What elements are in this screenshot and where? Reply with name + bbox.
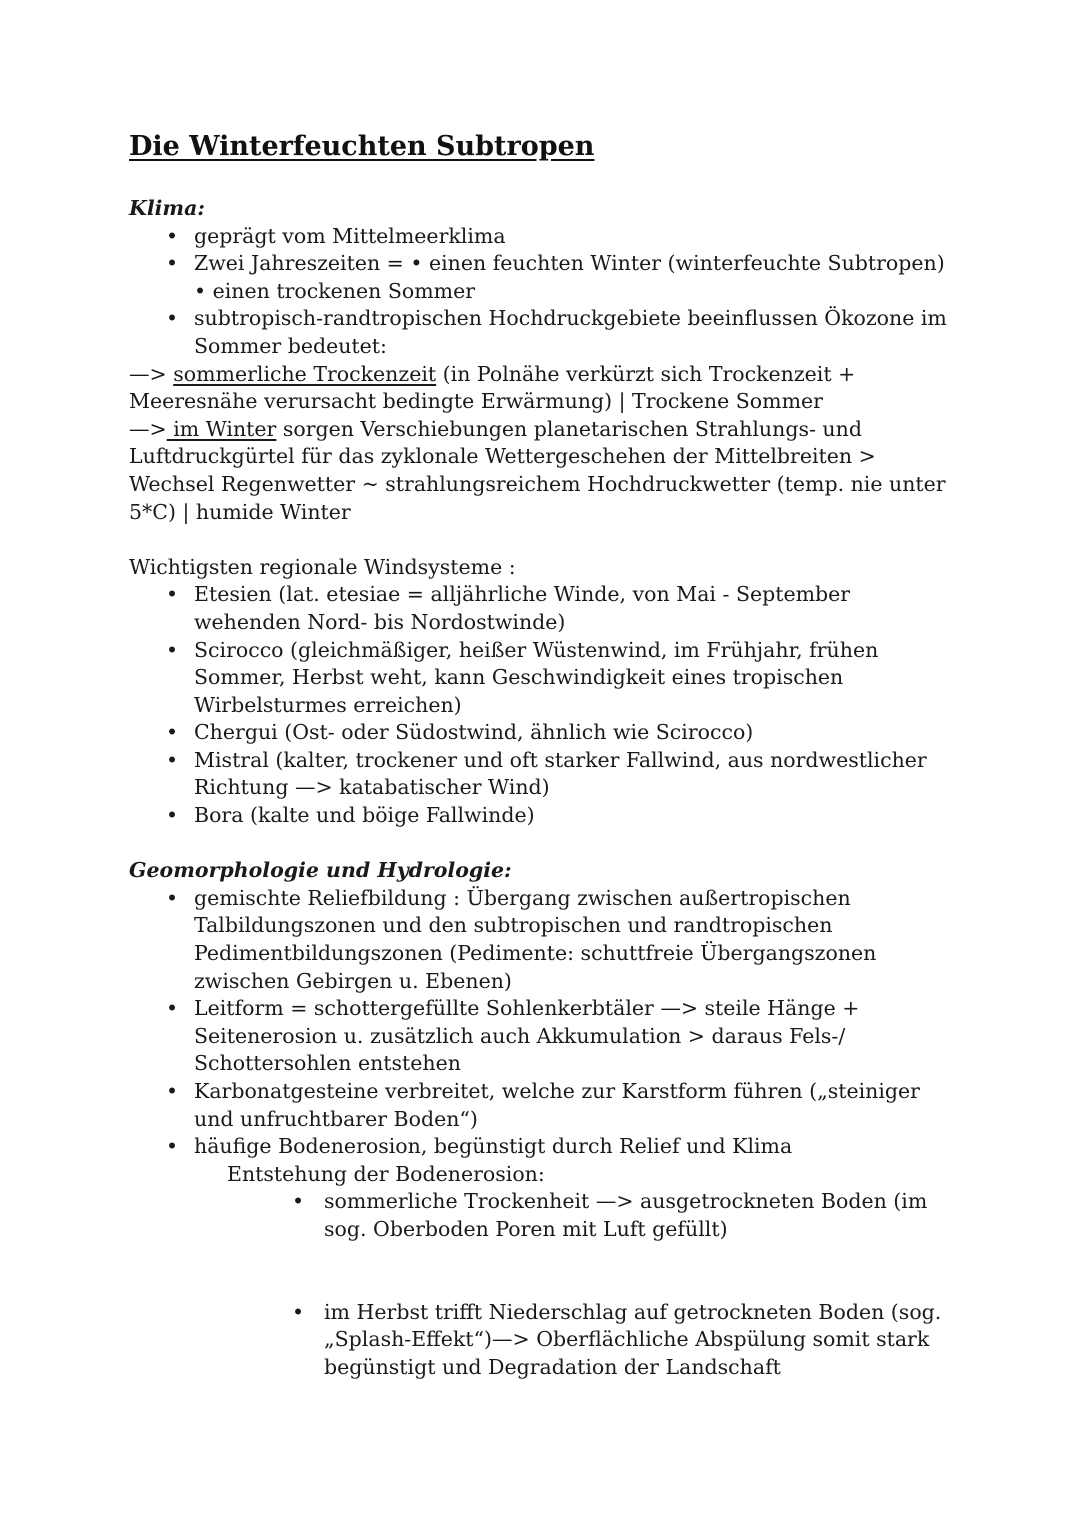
spacer xyxy=(129,1244,959,1299)
geo-heading: Geomorphologie und Hydrologie: xyxy=(129,858,512,883)
list-item: • Mistral (kalter, trockener und oft starker Fallwind, aus nordwestlicher Richtung —> katabatischer Wind) xyxy=(129,747,959,802)
erosion-list xyxy=(129,1188,959,1243)
sommer-term: sommerliche Trockenzeit xyxy=(173,361,437,386)
geo-list xyxy=(129,885,959,1161)
list-item: • geprägt vom Mittelmeerklima xyxy=(129,223,959,251)
list-item: • Bora (kalte und böige Fallwinde) xyxy=(129,802,959,830)
list-item: • subtropisch-randtropischen Hochdruckgebiete beeinflussen Ökozone im Sommer bedeutet: xyxy=(129,305,959,360)
arrow-sommer: —> xyxy=(129,361,167,386)
page-title: Die Winterfeuchten Subtropen xyxy=(129,131,595,162)
erosion-list-continued xyxy=(129,1299,959,1382)
list-item: • Zwei Jahreszeiten = • einen feuchten Winter (winterfeuchte Subtropen) • einen trockenen Sommer xyxy=(129,250,959,305)
erosion-intro: Entstehung der Bodenerosion: xyxy=(227,1161,545,1186)
list-item: • Etesien (lat. etesiae = alljährliche Winde, von Mai - September wehenden Nord- bis Nordostwinde) xyxy=(129,581,959,636)
sommer-paragraph xyxy=(129,361,959,416)
list-item: • Chergui (Ost- oder Südostwind, ähnlich wie Scirocco) xyxy=(129,719,959,747)
winter-text: sorgen Verschiebungen planetarischen Strahlungs- und Luftdruckgürtel für das zyklonale Wettergeschehen der Mittelbreiten > Wechsel Regenwetter ~ strahlungsreichem Hochdruckwetter (temp. nie unter 5*C) | humide Winter xyxy=(129,416,946,524)
winde-list xyxy=(129,581,959,829)
list-item: • im Herbst trifft Niederschlag auf getrockneten Boden (sog. „Splash-Effekt“)—> Oberflächliche Abspülung somit stark begünstigt und Degradation der Landschaft xyxy=(129,1299,959,1382)
list-item: • sommerliche Trockenheit —> ausgetrockneten Boden (im sog. Oberboden Poren mit Luft gefüllt) xyxy=(129,1188,959,1243)
list-item: • Leitform = schottergefüllte Sohlenkerbtäler —> steile Hänge + Seitenerosion u. zusätzlich auch Akkumulation > daraus Fels-/ Schottersohlen entstehen xyxy=(129,995,959,1078)
list-item: • gemischte Reliefbildung : Übergang zwischen außertropischen Talbildungszonen und den subtropischen und randtropischen Pedimentbildungszonen (Pedimente: schuttfreie Übergangszonen zwischen Gebirgen u. Ebenen) xyxy=(129,885,959,995)
spacer xyxy=(129,526,959,554)
klima-heading: Klima: xyxy=(129,196,205,220)
document-content xyxy=(129,127,959,1381)
winter-paragraph xyxy=(129,416,959,526)
winter-term: im Winter xyxy=(166,416,277,441)
arrow-winter: —> xyxy=(129,416,167,441)
sommer-text: (in Polnähe verkürzt sich Trockenzeit + Meeresnähe verursacht bedingte Erwärmung) | Trockene Sommer xyxy=(129,361,856,414)
klima-list xyxy=(129,223,959,361)
winde-intro: Wichtigsten regionale Windsysteme : xyxy=(129,554,516,579)
list-item: • häufige Bodenerosion, begünstigt durch Relief und Klima xyxy=(129,1133,959,1161)
list-item: • Karbonatgesteine verbreitet, welche zur Karstform führen („steiniger und unfruchtbarer Boden“) xyxy=(129,1078,959,1133)
spacer xyxy=(129,830,959,858)
list-item: • Scirocco (gleichmäßiger, heißer Wüstenwind, im Frühjahr, frühen Sommer, Herbst weht, kann Geschwindigkeit eines tropischen Wirbelsturmes erreichen) xyxy=(129,637,959,720)
